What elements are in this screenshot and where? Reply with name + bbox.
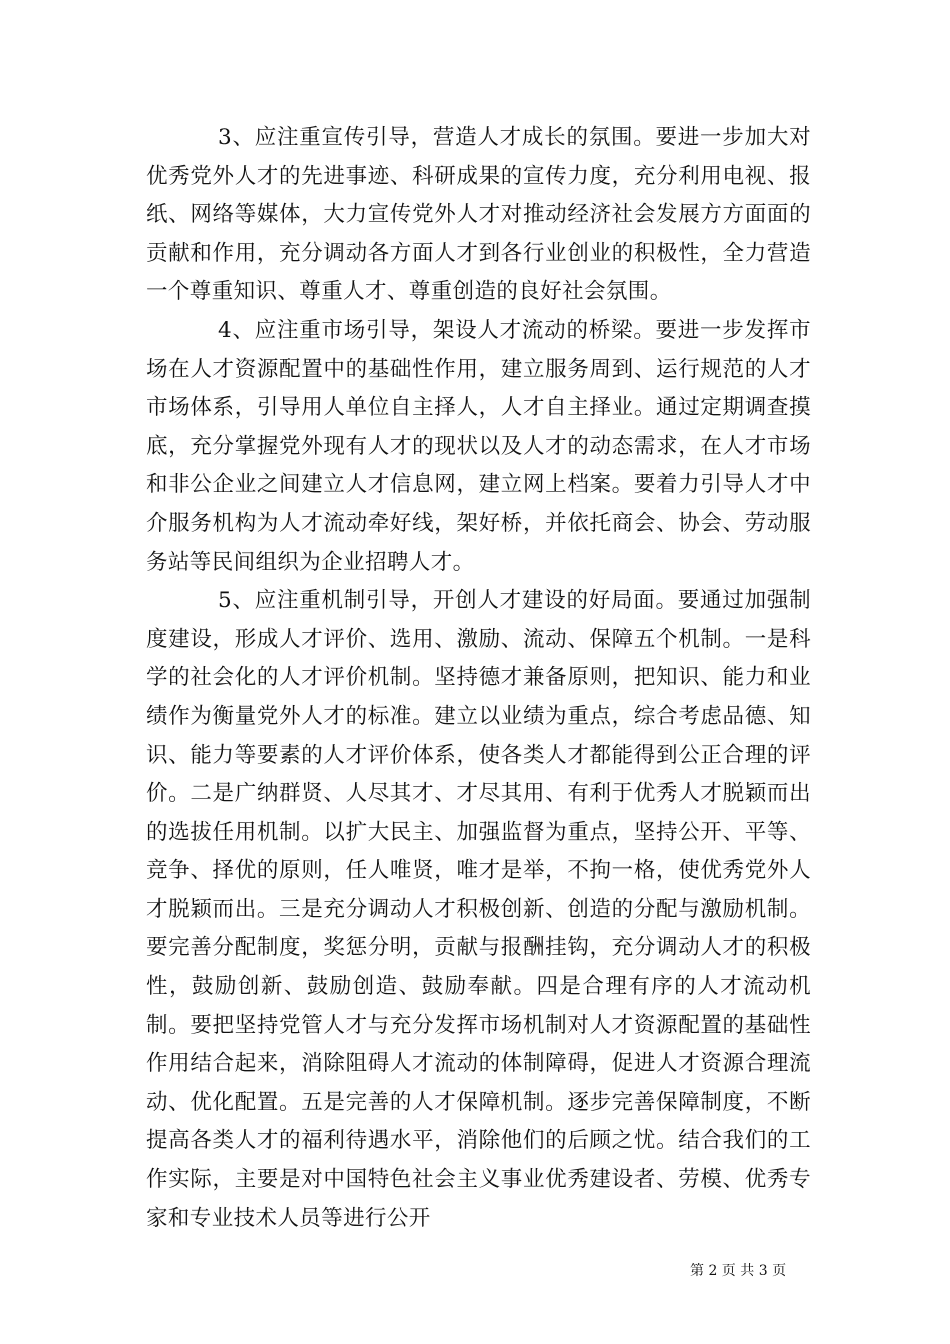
paragraph-4: 4、应注重市场引导，架设人才流动的桥梁。要进一步发挥市场在人才资源配置中的基础性作用，建立服务周到、运行规范的人才市场体系，引导用人单位自主择人，人才自主择业。通过定期调查摸底，充分掌握党外现有人才的现状以及人才的动态需求，在人才市场和非公企业之间建立人才信息网，建立网上档案。要着力引导人才中介服务机构为人才流动牵好线，架好桥，并依托商会、协会、劳动服务站等民间组织为企业招聘人才。	[146, 317, 811, 575]
paragraph-3: 3、应注重宣传引导，营造人才成长的氛围。要进一步加大对优秀党外人才的先进事迹、科研成果的宣传力度，充分利用电视、报纸、网络等媒体，大力宣传党外人才对推动经济社会发展方方面面的贡献和作用，充分调动各方面人才到各行业创业的积极性，全力营造一个尊重知识、尊重人才、尊重创造的良好社会氛围。	[146, 125, 811, 305]
body-text	[146, 119, 811, 1238]
paragraph-5: 5、应注重机制引导，开创人才建设的好局面。要通过加强制度建设，形成人才评价、选用、激励、流动、保障五个机制。一是科学的社会化的人才评价机制。坚持德才兼备原则，把知识、能力和业绩作为衡量党外人才的标准。建立以业绩为重点，综合考虑品德、知识、能力等要素的人才评价体系，使各类人才都能得到公正合理的评价。二是广纳群贤、人尽其才、才尽其用、有利于优秀人才脱颖而出的选拔任用机制。以扩大民主、加强监督为重点，坚持公开、平等、竞争、择优的原则，任人唯贤，唯才是举，不拘一格，使优秀党外人才脱颖而出。三是充分调动人才积极创新、创造的分配与激励机制。要完善分配制度，奖惩分明，贡献与报酬挂钩，充分调动人才的积极性，鼓励创新、鼓励创造、鼓励奉献。四是合理有序的人才流动机制。要把坚持党管人才与充分发挥市场机制对人才资源配置的基础性作用结合起来，消除阻碍人才流动的体制障碍，促进人才资源合理流动、优化配置。五是完善的人才保障机制。逐步完善保障制度，不断提高各类人才的福利待遇水平，消除他们的后顾之忧。结合我们的工作实际，主要是对中国特色社会主义事业优秀建设者、劳模、优秀专家和专业技术人员等进行公开	[146, 588, 811, 1231]
page-footer: 第 2 页 共 3 页	[690, 1263, 787, 1279]
